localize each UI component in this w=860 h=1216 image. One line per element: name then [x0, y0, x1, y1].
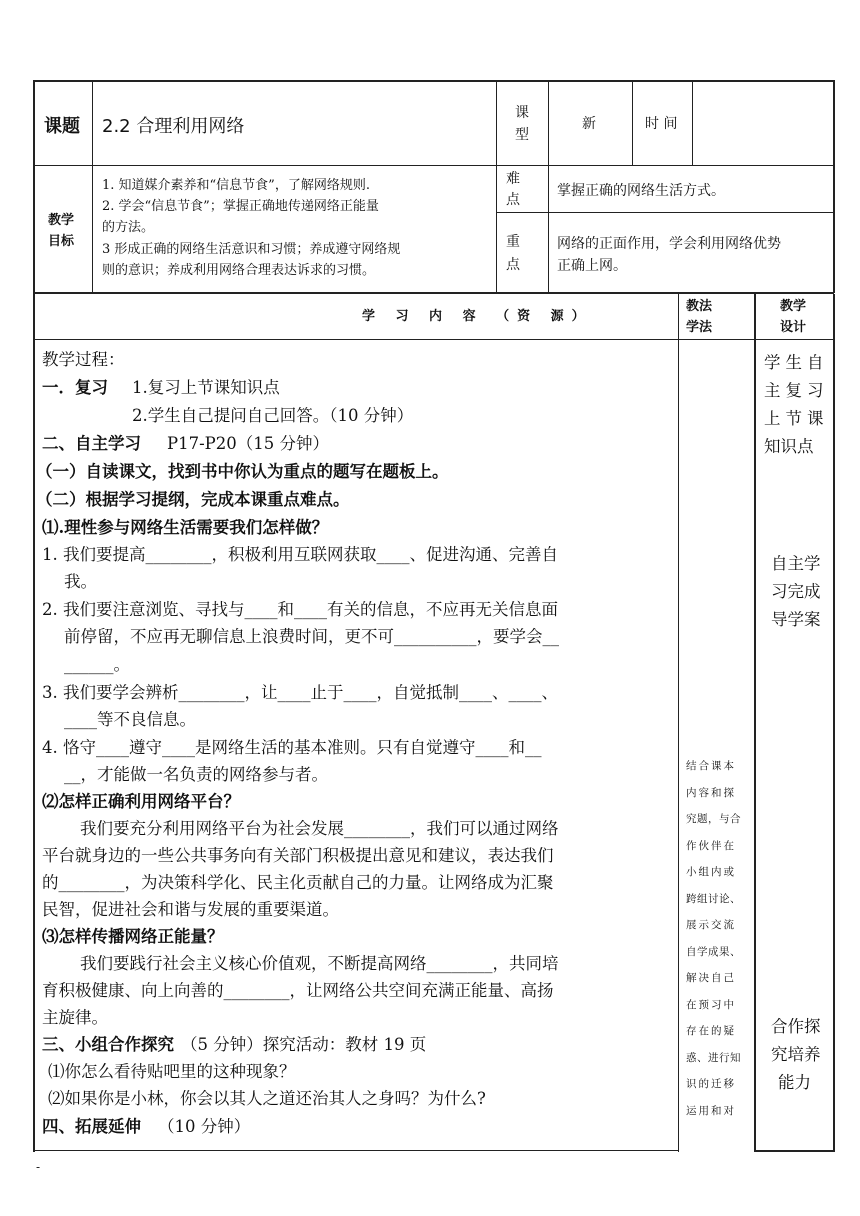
design-note: 知识点 — [764, 437, 814, 456]
content-line: （5 分钟）探究活动：教材 19 页 — [181, 1035, 427, 1054]
table-border — [496, 80, 497, 293]
content-line: 1.复习上节课知识点 — [132, 378, 280, 397]
content-heading: （二）根据学习提纲，完成本课重点难点。 — [36, 490, 350, 509]
table-border — [496, 212, 834, 213]
key-text-2: 正确上网。 — [557, 258, 627, 274]
method-note: 作伙伴在 — [686, 840, 736, 852]
design-note: 导学案 — [771, 610, 821, 629]
content-line: 我。 — [64, 572, 97, 591]
goals-label-2: 目标 — [48, 234, 75, 249]
key-text-1: 网络的正面作用，学会利用网络优势 — [557, 236, 781, 252]
method-note: 小组内或 — [686, 866, 736, 878]
content-heading: ⑵怎样正确利用网络平台？ — [42, 792, 240, 811]
design-note: 合作探 — [771, 1017, 821, 1036]
content-line: P17-P20（15 分钟） — [167, 434, 330, 453]
course-title: 2.2 合理利用网络 — [102, 116, 245, 137]
content-line: 民智，促进社会和谐与发展的重要渠道。 — [42, 900, 339, 919]
footer-mark: - — [36, 1160, 41, 1174]
content-line: 主旋律。 — [42, 1008, 108, 1027]
design-note: 习完成 — [771, 582, 821, 601]
content-heading: 四、拓展延伸 — [42, 1117, 141, 1136]
goal-item: 2. 学会“信息节食”；掌握正确地传递网络正能量 — [102, 199, 379, 214]
goal-item: 3 形成正确的网络生活意识和习惯；养成遵守网络规 — [102, 242, 401, 257]
content-line: 2. 我们要注意浏览、寻找与____和____有关的信息，不应再无关信息面 — [42, 600, 558, 619]
difficulty-label-1: 难 — [506, 171, 520, 187]
table-border — [33, 339, 834, 340]
table-border — [33, 292, 834, 294]
content-line: 4. 恪守____遵守____是网络生活的基本准则。只有自觉遵守____和__ — [42, 738, 542, 757]
course-type-value: 新 — [582, 116, 596, 132]
time-label: 时 间 — [645, 116, 678, 132]
content-line: （10 分钟） — [158, 1117, 251, 1136]
content-heading: 三、小组合作探究 — [42, 1035, 174, 1054]
method-note: 内容和探 — [686, 787, 736, 799]
content-line: 我们要践行社会主义核心价值观，不断提高网络________，共同培 — [80, 954, 559, 973]
table-border — [754, 294, 756, 1152]
content-heading: 一．复习 — [42, 378, 108, 397]
content-line: 我们要充分利用网络平台为社会发展________，我们可以通过网络 — [80, 819, 559, 838]
method-note: 自学成果、 — [686, 946, 741, 958]
table-border — [33, 80, 35, 293]
key-label-2: 点 — [506, 257, 520, 273]
goal-item: 的方法。 — [102, 220, 155, 235]
course-type-label-2: 型 — [515, 127, 529, 143]
design-note: 能力 — [778, 1073, 811, 1092]
method-note: 在预习中 — [686, 999, 736, 1011]
method-note: 解决自己 — [686, 972, 736, 984]
content-line: 育积极健康、向上向善的________，让网络公共空间充满正能量、高扬 — [42, 981, 554, 1000]
content-line: 前停留，不应再无聊信息上浪费时间，更不可__________，要学会__ — [64, 627, 559, 646]
design-note: 主复习 — [764, 381, 829, 400]
table-border — [678, 294, 679, 1152]
content-line: ⑵如果你是小林，你会以其人之道还治其人之身吗？为什么? — [48, 1089, 486, 1108]
table-border — [754, 1150, 835, 1152]
goals-label-1: 教学 — [48, 213, 75, 228]
design-note: 自主学 — [771, 554, 821, 573]
method-note: 结合课本 — [686, 760, 736, 772]
content-line: 3. 我们要学会辨析________，让____止于____，自觉抵制____、____、 — [42, 683, 558, 702]
method-note: 展示交流 — [686, 919, 736, 931]
content-heading: ⑴.理性参与网络生活需要我们怎样做？ — [42, 518, 329, 537]
method-note: 究题，与合 — [686, 813, 741, 825]
design-note: 究培养 — [771, 1045, 821, 1064]
method-column-header-2: 学法 — [686, 320, 713, 335]
content-line: ______。 — [64, 655, 130, 674]
design-note: 学生自 — [764, 353, 829, 372]
difficulty-text: 掌握正确的网络生活方式。 — [557, 183, 725, 199]
content-heading: （一）自读课文，找到书中你认为重点的题写在题板上。 — [36, 462, 449, 481]
method-note: 存在的疑 — [686, 1025, 736, 1037]
content-line: 平台就身边的一些公共事务向有关部门积极提出意见和建议，表达我们 — [42, 846, 554, 865]
content-line: ⑴你怎么看待贴吧里的这种现象？ — [48, 1062, 296, 1081]
method-column-header-1: 教法 — [686, 299, 713, 314]
content-line: __，才能做一名负责的网络参与者。 — [64, 765, 328, 784]
table-border — [833, 294, 835, 1152]
table-border — [833, 80, 835, 293]
method-note: 识的迁移 — [686, 1078, 736, 1090]
content-line: 1. 我们要提高________，积极利用互联网获取____、促进沟通、完善自 — [42, 545, 558, 564]
design-note: 上节课 — [764, 409, 829, 428]
content-column-header: 学 习 内 容 （资 源） — [362, 309, 593, 324]
design-column-header-1: 教学 — [780, 299, 807, 314]
content-line: 的________，为决策科学化、民主化贡献自己的力量。让网络成为汇聚 — [42, 873, 554, 892]
content-line: ____等不良信息。 — [64, 710, 196, 729]
content-line: 教学过程： — [42, 350, 125, 369]
design-column-header-2: 设计 — [780, 320, 807, 335]
content-heading: 二、自主学习 — [42, 434, 141, 453]
key-label-1: 重 — [506, 234, 520, 250]
table-border — [33, 80, 834, 82]
table-border — [33, 165, 834, 166]
table-border — [692, 80, 693, 166]
table-border — [548, 80, 549, 293]
table-border — [33, 1150, 679, 1151]
content-line: 2.学生自己提问自己回答。（10 分钟） — [132, 406, 414, 425]
difficulty-label-2: 点 — [506, 192, 520, 208]
course-type-label-1: 课 — [515, 105, 529, 121]
method-note: 惑、进行知 — [686, 1052, 741, 1064]
content-heading: ⑶怎样传播网络正能量？ — [42, 927, 224, 946]
method-note: 跨组讨论、 — [686, 893, 741, 905]
table-border — [33, 294, 35, 1152]
goal-item: 则的意识；养成利用网络合理表达诉求的习惯。 — [102, 263, 376, 278]
method-note: 运用和对 — [686, 1105, 736, 1117]
table-border — [632, 80, 633, 166]
goal-item: 1. 知道媒介素养和“信息节食”，了解网络规则. — [102, 178, 370, 193]
course-title-label: 课题 — [44, 116, 80, 137]
table-border — [92, 80, 93, 293]
